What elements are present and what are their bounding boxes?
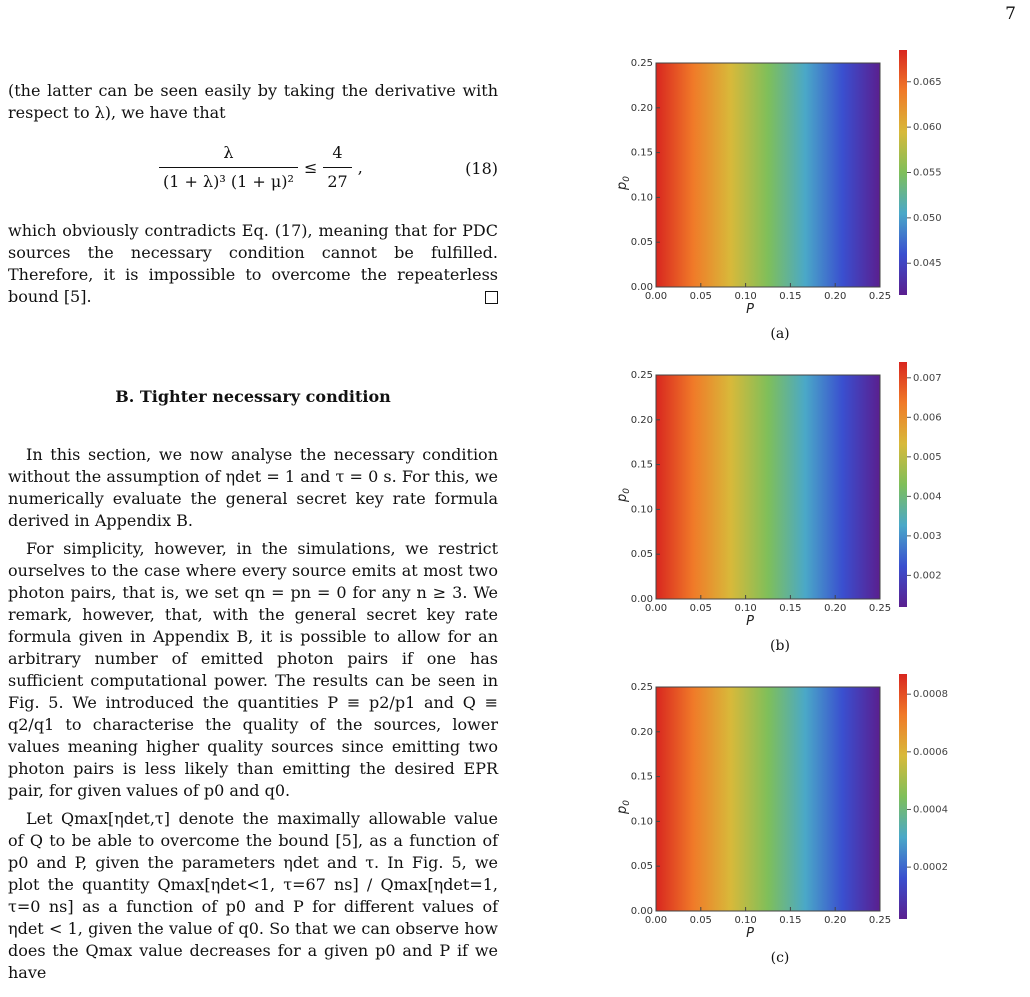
eq-comma: , [357,157,363,177]
colorbar-tick-label: 0.0004 [913,804,948,816]
x-tick-label: 0.10 [734,603,757,614]
x-tick-label: 0.25 [868,603,892,614]
colorbar-tick-label: 0.004 [913,491,942,503]
paragraph-5: Let Qmax[ηdet,τ] denote the maximally allowable value of Q to be able to overcome the bound [5], as a function of p0 and P, given the parameters ηdet and τ. In Fig. 5, we plot the quantity Qmax[ηdet<1, τ=67 ns] / Qmax[ηdet=1, τ=0 ns] as a function of p0 and P for different values of ηdet < 1, given the value of q0. So that we can observe how does the Qmax value decreases for a given p0 and P if we have [8,809,498,982]
y-tick-label: 0.00 [630,282,653,293]
caption-b: (b) [770,638,790,654]
y-tick-label: 0.05 [630,549,653,561]
colorbar [899,362,907,607]
figure-panel-c [612,674,948,966]
qed-symbol [485,291,498,304]
figure-panel-b [612,362,942,654]
colorbar [899,674,907,919]
x-tick-label: 0.10 [734,915,757,926]
caption-c: (c) [770,950,790,966]
heatmap-a [612,50,942,320]
x-tick-label: 0.20 [824,603,847,614]
page-number: 7 [1005,4,1016,24]
heatmap-b [612,362,942,632]
y-axis-label: $p_0$ [615,176,632,190]
eq-lhs-fraction [159,142,298,193]
y-tick-label: 0.20 [630,102,653,114]
equation-body [153,142,363,193]
colorbar-tick-label: 0.055 [913,167,942,179]
paragraph-1: (the latter can be seen easily by taking the derivative with respect to λ), we have that [8,81,498,122]
colorbar-tick-label: 0.006 [913,412,942,424]
equation-18 [8,136,498,206]
x-axis-label: P [746,614,754,629]
x-tick-label: 0.15 [779,603,802,614]
y-tick-label: 0.15 [630,771,653,783]
heatmap-field [656,375,880,599]
equation-number: (18) [465,159,498,178]
y-tick-label: 0.10 [630,504,653,516]
heatmap-field [656,63,880,287]
x-axis-label: P [746,302,754,317]
caption-a: (a) [770,326,790,342]
y-axis-label-subscript: 0 [622,176,632,182]
eq-rhs-numerator: 4 [332,143,343,162]
paragraph-4: For simplicity, however, in the simulations, we restrict ourselves to the case where every source emits at most two photon pairs, that is, we set qn = pn = 0 for any n ≥ 3. We remark, however, that, with the general secret key rate formula given in Appendix B, it is possible to allow for an arbitrary number of emitted photon pairs if one has sufficient computational power. The results can be seen in Fig. 5. We introduced the quantities P ≡ p2/p1 and Q ≡ q2/q1 to characterise the quality of the sources, lower values meaning higher quality sources since emitting two photon pairs is less likely than emitting the desired EPR pair, for given values of p0 and q0. [8,539,498,800]
eq-relation: ≤ [303,157,318,177]
y-axis-label: $p_0$ [615,800,632,814]
y-tick-label: 0.25 [630,370,653,381]
x-tick-label: 0.25 [868,291,892,302]
x-tick-label: 0.00 [644,291,668,302]
eq-lhs-denominator: (1 + λ)³ (1 + μ)² [159,167,298,193]
colorbar-tick-label: 0.045 [913,258,942,270]
y-axis-label-subscript: 0 [622,800,632,806]
text-column [8,80,498,984]
eq-rhs-denominator: 27 [323,167,351,193]
y-tick-label: 0.20 [630,726,653,738]
figure-panel-a [612,50,942,342]
x-tick-label: 0.15 [779,291,802,302]
x-tick-label: 0.15 [779,915,802,926]
y-tick-label: 0.25 [630,58,653,69]
y-axis-label: $p_0$ [615,488,632,502]
x-tick-label: 0.20 [824,291,847,302]
y-tick-label: 0.10 [630,816,653,828]
y-tick-label: 0.15 [630,147,653,159]
paragraph-3: In this section, we now analyse the necessary condition without the assumption of ηdet = 1 and τ = 0 s. For this, we numerically evaluate the general secret key rate formula derived in Appendix B. [8,445,498,530]
x-tick-label: 0.05 [689,291,712,302]
eq-rhs-fraction [323,142,351,193]
colorbar-tick-label: 0.0008 [913,689,948,701]
y-tick-label: 0.20 [630,414,653,426]
x-tick-label: 0.10 [734,291,757,302]
colorbar-tick-label: 0.007 [913,372,942,384]
section-heading: B. Tighter necessary condition [115,387,391,406]
y-tick-label: 0.10 [630,192,653,204]
y-tick-label: 0.25 [630,682,653,693]
x-tick-label: 0.00 [644,603,668,614]
colorbar-tick-label: 0.060 [913,122,942,134]
y-tick-label: 0.05 [630,861,653,873]
x-tick-label: 0.05 [689,915,712,926]
x-tick-label: 0.25 [868,915,892,926]
y-tick-label: 0.15 [630,459,653,471]
y-tick-label: 0.00 [630,594,653,605]
x-tick-label: 0.20 [824,915,847,926]
colorbar-tick-label: 0.050 [913,212,942,224]
x-tick-label: 0.00 [644,915,668,926]
colorbar-tick-label: 0.002 [913,570,942,582]
eq-lhs-numerator: λ [223,143,234,162]
colorbar-tick-label: 0.065 [913,76,942,88]
heatmap-c [612,674,948,944]
colorbar-tick-label: 0.0006 [913,746,948,758]
y-axis-label-subscript: 0 [622,488,632,494]
y-tick-label: 0.05 [630,237,653,249]
colorbar-tick-label: 0.005 [913,451,942,463]
colorbar [899,50,907,295]
heatmap-field [656,687,880,911]
paragraph-2-text: which obviously contradicts Eq. (17), meaning that for PDC sources the necessary condition cannot be fulfilled. Therefore, it is impossible to overcome the repeaterless bound [5]. [8,221,498,306]
x-axis-label: P [746,926,754,941]
y-tick-label: 0.00 [630,906,653,917]
colorbar-tick-label: 0.003 [913,530,942,542]
colorbar-tick-label: 0.0002 [913,862,948,874]
x-tick-label: 0.05 [689,603,712,614]
paragraph-2 [8,220,498,308]
